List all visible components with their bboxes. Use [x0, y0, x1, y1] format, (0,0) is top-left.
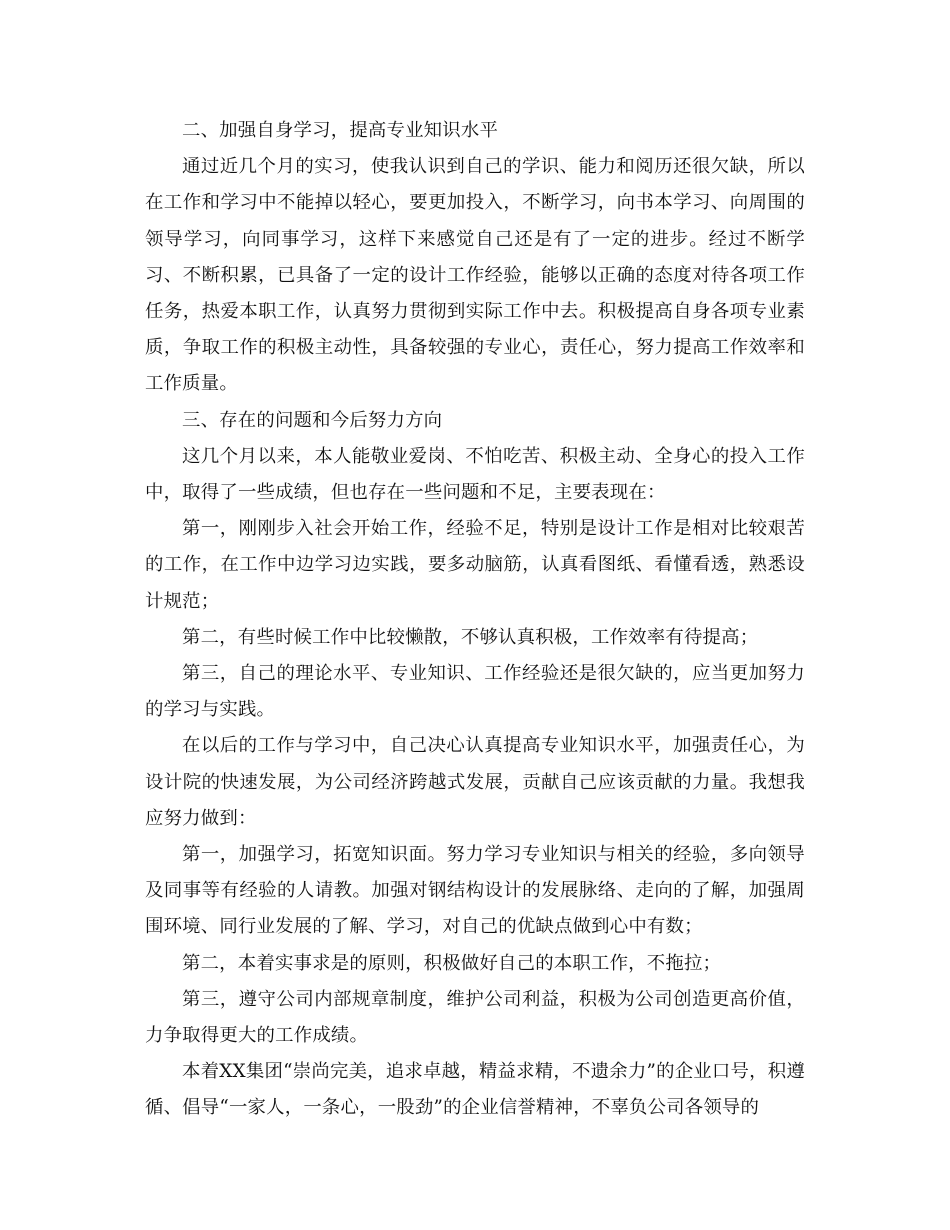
paragraph-goal-1: 第一，加强学习，拓宽知识面。努力学习专业知识与相关的经验，多向领导及同事等有经验的人请教。加强对钢结构设计的发展脉络、走向的了解，加强周围环境、同行业发展的了解、学习，对自己的优缺点做到心中有数； — [145, 844, 805, 938]
paragraph-problem-2: 第二，有些时候工作中比较懒散，不够认真积极，工作效率有待提高； — [182, 626, 759, 648]
paragraph-goal-3: 第三，遵守公司内部规章制度，维护公司利益，积极为公司创造更高价值，力争取得更大的工作成绩。 — [145, 988, 805, 1047]
section-heading-2: 二、加强自身学习，提高专业知识水平 — [182, 120, 499, 141]
paragraph-problems-intro: 这几个月以来，本人能敬业爱岗、不怕吃苦、积极主动、全身心的投入工作中，取得了一些成绩，但也存在一些问题和不足，主要表现在： — [145, 445, 805, 504]
paragraph-problem-1: 第一，刚刚步入社会开始工作，经验不足，特别是设计工作是相对比较艰苦的工作，在工作中边学习边实践，要多动脑筋，认真看图纸、看懂看透，熟悉设计规范； — [145, 518, 805, 612]
paragraph-self-study: 通过近几个月的实习，使我认识到自己的学识、能力和阅历还很欠缺，所以在工作和学习中不能掉以轻心，要更加投入，不断学习，向书本学习、向周围的领导学习，向同事学习，这样下来感觉自己还是有了一定的进步。经过不断学习、不断积累，已具备了一定的设计工作经验，能够以正确的态度对待各项工作任务，热爱本职工作，认真努力贯彻到实际工作中去。积极提高自身各项专业素质，争取工作的积极主动性，具备较强的专业心，责任心，努力提高工作效率和工作质量。 — [145, 156, 805, 395]
paragraph-company-motto: 本着XX集团“崇尚完美，追求卓越，精益求精，不遗余力”的企业口号，积遵循、倡导“一家人，一条心，一股劲”的企业信誉精神，不辜负公司各领导的 — [145, 1061, 805, 1119]
paragraph-problem-3: 第三，自己的理论水平、专业知识、工作经验还是很欠缺的，应当更加努力的学习与实践。 — [145, 663, 805, 721]
section-heading-3: 三、存在的问题和今后努力方向 — [182, 409, 443, 431]
paragraph-future-intro: 在以后的工作与学习中，自己决心认真提高专业知识水平，加强责任心，为设计院的快速发展，为公司经济跨越式发展，贡献自己应该贡献的力量。我想我应努力做到： — [145, 735, 805, 829]
document-body — [145, 113, 805, 1127]
paragraph-goal-2: 第二，本着实事求是的原则，积极做好自己的本职工作，不拖拉； — [182, 952, 722, 974]
